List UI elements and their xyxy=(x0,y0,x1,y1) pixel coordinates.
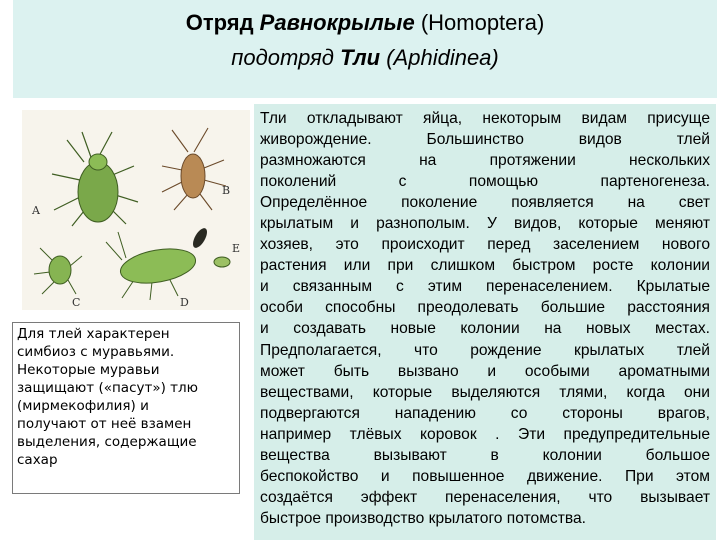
figure-label-d: D xyxy=(180,296,189,309)
figure-label-b: B xyxy=(222,184,231,197)
aphid-c-body xyxy=(49,256,71,284)
caption-line: сахар xyxy=(17,452,58,468)
title-suborder-name: Тли xyxy=(340,45,381,70)
title-order-name: Равнокрылые xyxy=(259,10,415,35)
symbiosis-caption-box xyxy=(12,322,240,494)
main-text-line: поколений с помощью партеногенеза. xyxy=(260,173,710,191)
aphid-drawing xyxy=(22,110,250,310)
main-text-line: подвергаются нападению со стороны врагов, xyxy=(260,404,710,422)
main-text-line: например тлёвых коровок . Эти предупредительные xyxy=(260,425,710,443)
caption-line: получают от неё взамен xyxy=(17,416,192,432)
title-order-latin: (Homoptera) xyxy=(420,10,545,35)
caption-line: Для тлей характерен xyxy=(17,326,170,342)
main-text-line: Предполагается, что рождение крылатых тлей xyxy=(260,341,710,359)
title-line-1 xyxy=(13,10,717,36)
main-text-line: веществами, которые выделяются тлями, когда они xyxy=(260,383,710,401)
main-text-line: живорождение. Большинство видов тлей xyxy=(260,131,710,149)
aphid-illustration xyxy=(22,110,250,310)
aphid-b-body xyxy=(181,154,205,198)
main-text-line: и связанным с этим перенаселением. Крылатые xyxy=(260,278,710,296)
aphid-egg xyxy=(190,226,210,250)
title-band xyxy=(13,0,717,98)
main-text-line: крылатым и разнополым. У видов, которые меняют xyxy=(260,215,710,233)
main-text-line: вещества вызывают в колонии большое xyxy=(260,446,710,464)
main-text-line: Тли откладывают яйца, некоторым видам присуще xyxy=(260,110,710,127)
main-text-panel xyxy=(254,104,716,540)
main-text-line: беспокойство и повышенное движение. При этом xyxy=(260,467,710,485)
caption-line: симбиоз с муравьями. xyxy=(17,344,175,360)
caption-line: Некоторые муравьи xyxy=(17,362,160,378)
main-text-line: особи способны преодолевать большие расстояния xyxy=(260,299,710,317)
main-text-line: быстрое производство крылатого потомства. xyxy=(260,509,586,527)
main-text-line: Определённое поколение появляется на свет xyxy=(260,194,710,212)
title-line-2 xyxy=(13,45,717,71)
main-text-line: создаётся эффект перенаселения, что вызывает xyxy=(260,488,710,506)
main-text-line: хозяев, это происходит перед заселением нового xyxy=(260,236,710,254)
main-text-line: может быть вызвано и особыми ароматными xyxy=(260,362,710,380)
title-suborder-latin: (Aphidinea) xyxy=(386,45,499,70)
caption-line: (мирмекофилия) и xyxy=(17,398,149,414)
caption-line: выделения, содержащие xyxy=(17,434,197,450)
main-text-line: размножаются на протяжении нескольких xyxy=(260,152,710,170)
title-suborder-word: подотряд xyxy=(231,45,334,70)
figure-label-a: A xyxy=(32,204,40,217)
aphid-a-body xyxy=(78,162,118,222)
caption-line: защищают («пасут») тлю xyxy=(17,380,199,396)
figure-label-c: C xyxy=(72,296,81,309)
main-text-line: и создавать новые колонии на новых местах. xyxy=(260,320,710,338)
figure-label-e: E xyxy=(232,242,241,255)
main-text-line: растения или при слишком быстром росте колонии xyxy=(260,257,710,275)
title-order-word: Отряд xyxy=(185,10,254,35)
aphid-d-body xyxy=(118,244,198,289)
aphid-e-body xyxy=(214,257,230,267)
